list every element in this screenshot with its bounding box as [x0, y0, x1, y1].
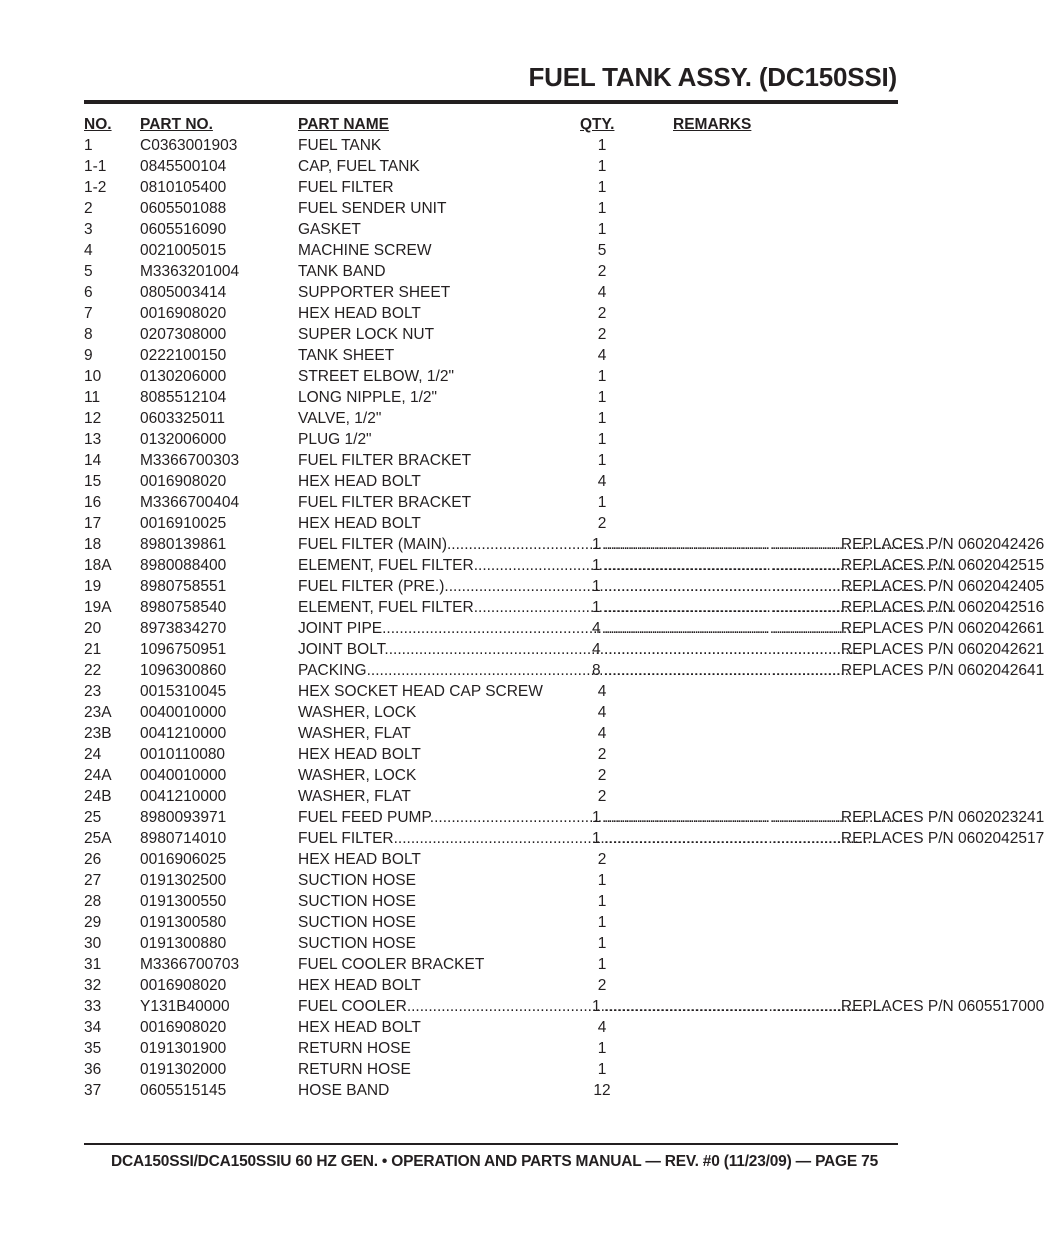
row-no: 21 [84, 641, 102, 658]
row-qty: 1 [597, 410, 607, 427]
row-no: 37 [84, 1082, 102, 1099]
row-no: 19 [84, 578, 102, 595]
table-row [84, 135, 884, 156]
row-part-no: 0016910025 [140, 515, 227, 532]
row-part-name: GASKET [298, 221, 361, 238]
table-row [84, 492, 884, 513]
row-part-name: ELEMENT, FUEL FILTER ..... [298, 597, 600, 618]
table-row [84, 408, 884, 429]
row-part-no: 1096300860 [140, 662, 227, 679]
table-row [84, 1059, 884, 1080]
table-row [84, 765, 884, 786]
table-body [84, 135, 1044, 1101]
row-qty: 4 [592, 641, 601, 658]
row-no: 23 [84, 683, 102, 700]
row-part-no: 0016908020 [140, 305, 227, 322]
row-part-no: 0010110080 [140, 746, 226, 763]
row-no: 8 [84, 326, 93, 343]
row-part-name: JOINT BOLT ..... [298, 639, 600, 660]
row-qty: 4 [592, 620, 601, 637]
table-row [84, 723, 884, 744]
row-part-no: 8980714010 [140, 830, 227, 847]
row-part-name: STREET ELBOW, 1/2" [298, 368, 454, 385]
parts-table [84, 114, 1044, 1101]
row-remarks: ..... ................REPLACES P/N 0602042426 [604, 534, 874, 555]
table-row [84, 849, 884, 870]
row-part-name: FUEL FILTER ..... [298, 828, 600, 849]
row-no: 29 [84, 914, 102, 931]
row-qty: 1 [597, 893, 607, 910]
row-qty: 1 [592, 599, 601, 616]
row-part-no: 0191300550 [140, 893, 227, 910]
row-part-no: 0605501088 [140, 200, 227, 217]
header-part-name: PART NAME [298, 116, 389, 133]
row-no: 3 [84, 221, 93, 238]
row-part-no: 0015310045 [140, 683, 227, 700]
row-qty: 2 [597, 263, 607, 280]
row-no: 4 [84, 242, 93, 259]
row-part-no: 8980758540 [140, 599, 227, 616]
title-rule [84, 100, 898, 104]
table-row [84, 681, 884, 702]
row-remarks: ..... ................REPLACES P/N 0602042517 [604, 828, 874, 849]
row-no: 7 [84, 305, 93, 322]
row-qty: 4 [597, 473, 607, 490]
table-row [84, 975, 884, 996]
row-remarks: ..... ................REPLACES P/N 0602023241 [604, 807, 874, 828]
row-part-no: 0222100150 [140, 347, 227, 364]
table-row [84, 1080, 884, 1101]
row-no: 20 [84, 620, 102, 637]
table-row [84, 807, 1044, 828]
row-qty: 2 [597, 326, 607, 343]
row-no: 26 [84, 851, 102, 868]
table-row [84, 1038, 884, 1059]
row-qty: 8 [592, 662, 601, 679]
row-part-no: 0040010000 [140, 767, 227, 784]
table-row [84, 786, 884, 807]
row-no: 23B [84, 725, 112, 742]
row-no: 18A [84, 557, 112, 574]
row-no: 11 [84, 389, 101, 406]
row-qty: 1 [597, 389, 607, 406]
row-part-name: SUCTION HOSE [298, 872, 416, 889]
row-no: 5 [84, 263, 93, 280]
row-part-name: SUCTION HOSE [298, 935, 416, 952]
row-no: 24 [84, 746, 102, 763]
table-row [84, 177, 884, 198]
row-part-name: HOSE BAND [298, 1082, 390, 1099]
row-qty: 1 [597, 431, 607, 448]
row-part-no: 8980139861 [140, 536, 227, 553]
header-no: NO. [84, 116, 112, 133]
row-part-name: LONG NIPPLE, 1/2" [298, 389, 438, 406]
row-qty: 1 [592, 578, 601, 595]
table-row [84, 240, 884, 261]
row-part-no: M3366700404 [140, 494, 240, 511]
row-qty: 2 [597, 746, 607, 763]
row-part-no: 0016908020 [140, 977, 227, 994]
row-part-name: HEX SOCKET HEAD CAP SCREW [298, 683, 543, 700]
table-row [84, 471, 884, 492]
row-qty: 1 [597, 935, 607, 952]
row-no: 35 [84, 1040, 102, 1057]
row-part-no: 0605516090 [140, 221, 227, 238]
row-part-name: SUPPORTER SHEET [298, 284, 451, 301]
row-qty: 1 [592, 536, 601, 553]
row-no: 32 [84, 977, 102, 994]
row-no: 15 [84, 473, 102, 490]
table-row [84, 639, 1044, 660]
row-part-no: 8085512104 [140, 389, 227, 406]
row-no: 10 [84, 368, 102, 385]
table-row [84, 954, 884, 975]
row-qty: 1 [597, 956, 607, 973]
row-qty: 2 [597, 515, 607, 532]
row-part-name: HEX HEAD BOLT [298, 977, 421, 994]
row-part-no: 8980758551 [140, 578, 227, 595]
table-row [84, 702, 884, 723]
table-row [84, 303, 884, 324]
row-qty: 1 [597, 1040, 607, 1057]
row-part-no: 0041210000 [140, 725, 227, 742]
table-header [84, 114, 884, 135]
table-row [84, 828, 1044, 849]
row-remarks: ..... ................REPLACES P/N 0602042516 [604, 597, 874, 618]
row-part-name: FUEL TANK [298, 137, 382, 154]
row-no: 24A [84, 767, 112, 784]
row-qty: 1 [597, 158, 607, 175]
row-no: 22 [84, 662, 102, 679]
row-part-name: FUEL FILTER [298, 179, 394, 196]
row-part-name: VALVE, 1/2" [298, 410, 382, 427]
row-qty: 1 [597, 872, 607, 889]
row-no: 24B [84, 788, 112, 805]
table-row [84, 891, 884, 912]
row-qty: 4 [597, 284, 607, 301]
row-no: 16 [84, 494, 102, 511]
table-row [84, 156, 884, 177]
table-row [84, 366, 884, 387]
row-remarks: ..... ................REPLACES P/N 0602042621 [604, 639, 874, 660]
row-part-name: FUEL FILTER (PRE.) ..... [298, 576, 600, 597]
row-no: 14 [84, 452, 102, 469]
row-part-name: FUEL FILTER (MAIN) ..... [298, 534, 600, 555]
row-remarks: ..... ................REPLACES P/N 0605517000 [604, 996, 874, 1017]
row-qty: 2 [597, 851, 607, 868]
row-no: 18 [84, 536, 102, 553]
row-qty: 4 [597, 1019, 607, 1036]
row-part-no: 0845500104 [140, 158, 227, 175]
row-no: 19A [84, 599, 112, 616]
row-qty: 4 [597, 704, 607, 721]
row-part-no: 0016908020 [140, 473, 227, 490]
row-part-no: 8980088400 [140, 557, 227, 574]
page-title: FUEL TANK ASSY. (DC150SSI) [528, 62, 897, 92]
row-part-name: WASHER, FLAT [298, 788, 411, 805]
row-part-name: FUEL COOLER BRACKET [298, 956, 485, 973]
row-part-name: HEX HEAD BOLT [298, 1019, 421, 1036]
row-part-no: 0207308000 [140, 326, 227, 343]
row-part-name: SUCTION HOSE [298, 893, 416, 910]
table-row [84, 912, 884, 933]
row-no: 33 [84, 998, 102, 1015]
row-no: 1-1 [84, 158, 107, 175]
row-part-no: M3366700703 [140, 956, 240, 973]
row-part-name: TANK BAND [298, 263, 386, 280]
row-qty: 4 [597, 347, 607, 364]
row-part-name: WASHER, LOCK [298, 704, 417, 721]
page-footer: DCA150SSI/DCA150SSIU 60 HZ GEN. • OPERATION AND PARTS MANUAL — REV. #0 (11/23/09) — PAGE 75 [110, 1153, 878, 1170]
row-part-name: WASHER, FLAT [298, 725, 411, 742]
table-row [84, 933, 884, 954]
table-row [84, 513, 884, 534]
row-no: 23A [84, 704, 112, 721]
row-part-name: TANK SHEET [298, 347, 395, 364]
table-row [84, 324, 884, 345]
table-row [84, 387, 884, 408]
row-no: 30 [84, 935, 102, 952]
row-part-no: 0603325011 [140, 410, 226, 427]
row-part-no: 0810105400 [140, 179, 227, 196]
row-part-name: FUEL COOLER ..... [298, 996, 600, 1017]
table-row [84, 597, 1044, 618]
row-no: 1 [84, 137, 93, 154]
header-remarks: REMARKS [673, 116, 752, 133]
row-qty: 1 [597, 914, 607, 931]
header-part-no: PART NO. [140, 116, 213, 133]
row-qty: 1 [597, 368, 607, 385]
row-part-name: HEX HEAD BOLT [298, 851, 421, 868]
table-row [84, 576, 1044, 597]
row-part-name: RETURN HOSE [298, 1040, 411, 1057]
row-part-name: PACKING ..... [298, 660, 600, 681]
row-part-name: FUEL FILTER BRACKET [298, 494, 472, 511]
table-row [84, 450, 884, 471]
row-part-name: WASHER, LOCK [298, 767, 417, 784]
header-qty: QTY. [580, 116, 615, 133]
row-qty: 2 [597, 305, 607, 322]
table-row [84, 1017, 884, 1038]
row-part-name: HEX HEAD BOLT [298, 305, 421, 322]
row-part-no: M3363201004 [140, 263, 240, 280]
table-row [84, 996, 1044, 1017]
row-part-name: PLUG 1/2" [298, 431, 372, 448]
row-no: 31 [84, 956, 102, 973]
row-qty: 5 [597, 242, 607, 259]
row-part-name: HEX HEAD BOLT [298, 515, 421, 532]
row-remarks: ..... ................REPLACES P/N 0602042515 [604, 555, 874, 576]
row-qty: 2 [597, 788, 607, 805]
row-qty: 4 [597, 725, 607, 742]
row-qty: 4 [597, 683, 607, 700]
row-part-name: FUEL FILTER BRACKET [298, 452, 472, 469]
row-qty: 1 [597, 137, 607, 154]
row-part-no: 8980093971 [140, 809, 227, 826]
row-part-no: 0016906025 [140, 851, 227, 868]
row-no: 12 [84, 410, 102, 427]
row-part-name: CAP, FUEL TANK [298, 158, 420, 175]
row-part-no: 8973834270 [140, 620, 227, 637]
row-no: 28 [84, 893, 102, 910]
row-part-no: 0191300580 [140, 914, 227, 931]
table-row [84, 219, 884, 240]
row-remarks: ..... ................REPLACES P/N 0602042641 [604, 660, 874, 681]
table-row [84, 429, 884, 450]
row-part-no: M3366700303 [140, 452, 240, 469]
table-row [84, 660, 1044, 681]
footer-rule [84, 1143, 898, 1145]
row-qty: 1 [597, 494, 607, 511]
row-part-name: SUPER LOCK NUT [298, 326, 435, 343]
row-no: 2 [84, 200, 93, 217]
row-part-name: FUEL FEED PUMP ..... [298, 807, 600, 828]
row-remarks: ..... ................REPLACES P/N 0602042405 [604, 576, 874, 597]
row-no: 36 [84, 1061, 102, 1078]
row-part-no: 0130206000 [140, 368, 227, 385]
row-part-no: C0363001903 [140, 137, 238, 154]
row-qty: 1 [597, 221, 607, 238]
row-part-name: SUCTION HOSE [298, 914, 416, 931]
row-part-name: HEX HEAD BOLT [298, 746, 421, 763]
row-part-no: 0132006000 [140, 431, 227, 448]
row-part-name: HEX HEAD BOLT [298, 473, 421, 490]
row-part-no: 0805003414 [140, 284, 227, 301]
row-part-no: 0191302000 [140, 1061, 227, 1078]
row-qty: 1 [592, 809, 601, 826]
row-qty: 12 [593, 1082, 611, 1099]
table-row [84, 282, 884, 303]
row-part-name: ELEMENT, FUEL FILTER ..... [298, 555, 600, 576]
table-row [84, 618, 1044, 639]
table-row [84, 198, 884, 219]
row-no: 17 [84, 515, 102, 532]
row-remarks: ..... ................REPLACES P/N 0602042661 [604, 618, 874, 639]
row-part-name: MACHINE SCREW [298, 242, 432, 259]
row-qty: 2 [597, 977, 607, 994]
row-part-no: 1096750951 [140, 641, 227, 658]
row-no: 9 [84, 347, 93, 364]
table-row [84, 534, 1044, 555]
table-row [84, 261, 884, 282]
row-part-no: 0021005015 [140, 242, 227, 259]
row-no: 25 [84, 809, 102, 826]
row-qty: 1 [597, 179, 607, 196]
row-part-name: JOINT PIPE ..... [298, 618, 600, 639]
row-no: 1-2 [84, 179, 107, 196]
row-part-no: 0040010000 [140, 704, 227, 721]
row-part-no: 0605515145 [140, 1082, 227, 1099]
row-no: 27 [84, 872, 102, 889]
row-part-no: 0016908020 [140, 1019, 227, 1036]
row-qty: 2 [597, 767, 607, 784]
row-qty: 1 [597, 1061, 607, 1078]
row-qty: 1 [592, 557, 601, 574]
row-no: 13 [84, 431, 102, 448]
row-part-no: 0191300880 [140, 935, 227, 952]
row-no: 6 [84, 284, 93, 301]
row-part-name: FUEL SENDER UNIT [298, 200, 447, 217]
row-part-name: RETURN HOSE [298, 1061, 411, 1078]
row-qty: 1 [592, 830, 601, 847]
row-qty: 1 [597, 452, 607, 469]
row-no: 34 [84, 1019, 102, 1036]
table-row [84, 345, 884, 366]
row-part-no: Y131B40000 [140, 998, 230, 1015]
row-no: 25A [84, 830, 112, 847]
row-part-no: 0041210000 [140, 788, 227, 805]
table-row [84, 870, 884, 891]
row-qty: 1 [592, 998, 601, 1015]
table-row [84, 744, 884, 765]
row-part-no: 0191301900 [140, 1040, 227, 1057]
row-part-no: 0191302500 [140, 872, 227, 889]
row-qty: 1 [597, 200, 607, 217]
table-row [84, 555, 1044, 576]
